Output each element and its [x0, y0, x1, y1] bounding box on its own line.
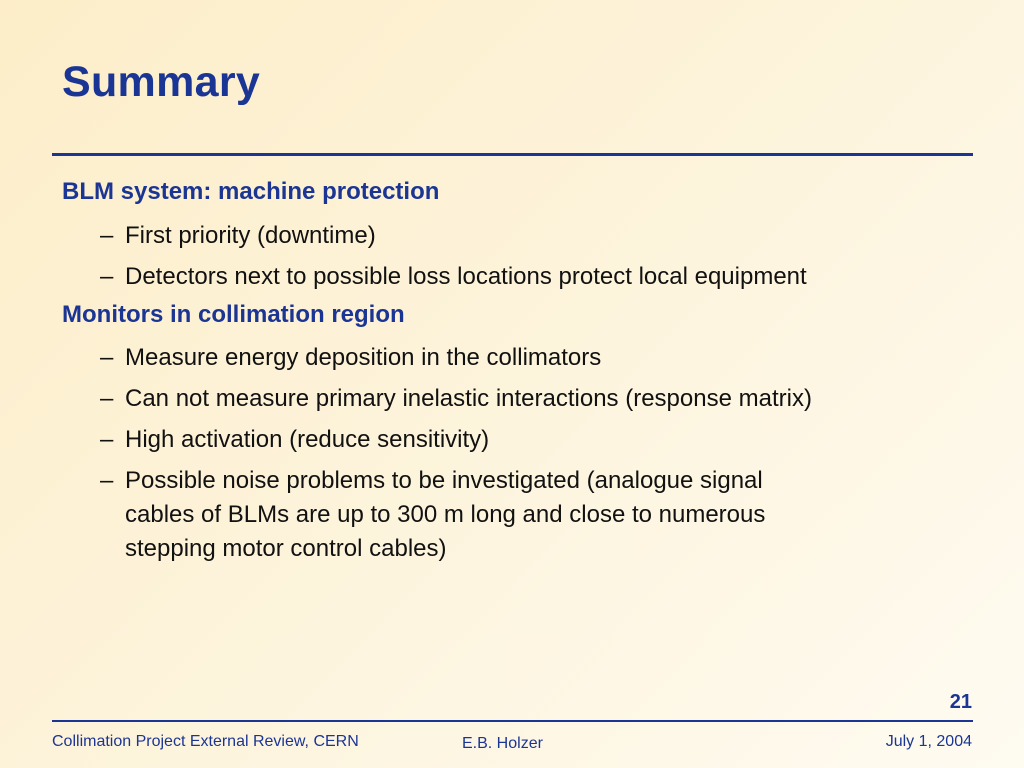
bullet-text: Detectors next to possible loss locations protect local equipment: [125, 263, 807, 290]
footer-divider: [52, 720, 973, 722]
bullet-dash: –: [100, 263, 114, 290]
page-number: 21: [949, 691, 972, 713]
bullet-text-continuation: stepping motor control cables): [125, 535, 447, 562]
bullet-dash: –: [100, 344, 114, 371]
bullet-item: [100, 260, 807, 294]
slide-title: Summary: [62, 58, 261, 106]
footer-author: E.B. Holzer: [462, 735, 543, 752]
bullet-text: Can not measure primary inelastic interactions (response matrix): [125, 385, 812, 412]
bullet-dash: –: [100, 385, 114, 412]
bullet-dash: –: [100, 222, 114, 249]
bullet-dash: –: [100, 426, 114, 453]
bullet-text: High activation (reduce sensitivity): [125, 426, 490, 453]
bullet-text-continuation: cables of BLMs are up to 300 m long and close to numerous: [125, 501, 766, 528]
bullet-item: [100, 464, 765, 566]
bullet-item: [100, 382, 812, 416]
bullet-dash: –: [100, 467, 114, 494]
footer-event: Collimation Project External Review, CERN: [52, 733, 359, 750]
title-divider: [52, 153, 973, 156]
section-heading: BLM system: machine protection: [62, 178, 440, 205]
section-heading: Monitors in collimation region: [62, 301, 405, 328]
bullet-item: [100, 423, 489, 457]
bullet-item: [100, 219, 376, 253]
footer-date: July 1, 2004: [885, 733, 972, 750]
bullet-text: Measure energy deposition in the collimators: [125, 344, 602, 371]
bullet-item: [100, 341, 601, 375]
bullet-text: Possible noise problems to be investigated (analogue signal: [125, 467, 763, 494]
bullet-text: First priority (downtime): [125, 222, 376, 249]
